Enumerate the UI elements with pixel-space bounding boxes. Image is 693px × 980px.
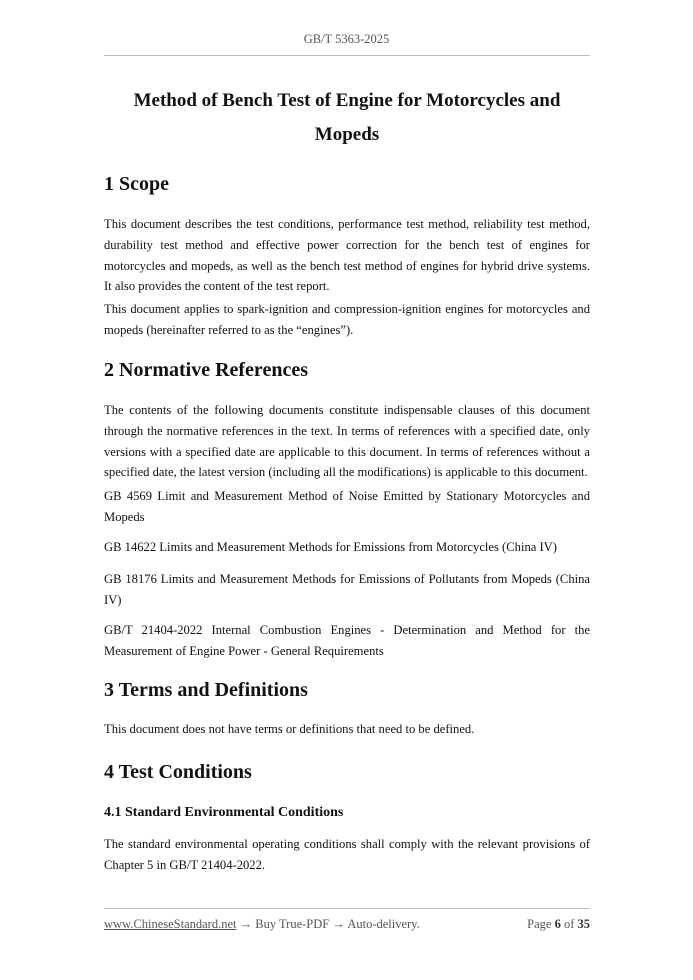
scope-paragraph-2: This document applies to spark-ignition and compression-ignition engines for motorcycles and mopeds (hereinafter referred to as the “engines”). bbox=[104, 302, 590, 337]
section-heading-test-conditions: 4 Test Conditions bbox=[104, 761, 252, 783]
page-label: Page bbox=[527, 917, 552, 931]
header-divider bbox=[104, 55, 590, 56]
reference-item: GB 18176 Limits and Measurement Methods for Emissions of Pollutants from Mopeds (China IV) bbox=[104, 572, 590, 607]
conditions-paragraph: The standard environmental operating conditions shall comply with the relevant provisions of Chapter 5 in GB/T 21404-2022. bbox=[104, 837, 590, 872]
page-footer bbox=[104, 917, 590, 932]
section-heading-terms: 3 Terms and Definitions bbox=[104, 679, 308, 701]
of-label: of bbox=[563, 917, 575, 931]
reference-item: GB 14622 Limits and Measurement Methods for Emissions from Motorcycles (China IV) bbox=[104, 540, 557, 554]
reference-item: GB 4569 Limit and Measurement Method of Noise Emitted by Stationary Motorcycles and Mopeds bbox=[104, 489, 590, 524]
reference-item: GB/T 21404-2022 Internal Combustion Engines - Determination and Method for the Measurement of Engine Power - General Requirements bbox=[104, 623, 590, 658]
subsection-heading-environmental: 4.1 Standard Environmental Conditions bbox=[104, 805, 344, 820]
total-pages: 35 bbox=[577, 917, 590, 931]
arrow-right-icon: → bbox=[332, 917, 345, 931]
document-title: Method of Bench Test of Engine for Motorcycles and Mopeds bbox=[133, 90, 561, 145]
section-heading-scope: 1 Scope bbox=[104, 173, 169, 195]
delivery-text: Auto-delivery. bbox=[347, 917, 420, 931]
page-number bbox=[527, 917, 590, 932]
scope-paragraph-1: This document describes the test conditions, performance test method, reliability test method, durability test method and effective power correction for the bench test of engines for motorcycles and mopeds, as well as the bench test method of engines for hybrid drive systems. It also provides the content of the test report. bbox=[104, 217, 590, 294]
section-heading-normative-references: 2 Normative References bbox=[104, 359, 308, 381]
page-header: GB/T 5363-2025 bbox=[303, 32, 390, 46]
buy-text: Buy True-PDF bbox=[255, 917, 330, 931]
website-link[interactable]: www.ChineseStandard.net bbox=[104, 917, 237, 931]
arrow-right-icon: → bbox=[239, 917, 253, 931]
footer-divider bbox=[104, 908, 590, 909]
normative-paragraph: The contents of the following documents constitute indispensable clauses of this document through the normative references in the text. In terms of references with a specified date, only versions with a specified date are applicable to this document. In terms of references without a specified date, the latest version (including all the modifications) is applicable to this document. bbox=[104, 403, 590, 480]
terms-paragraph: This document does not have terms or definitions that need to be defined. bbox=[104, 722, 475, 736]
current-page: 6 bbox=[554, 917, 561, 931]
